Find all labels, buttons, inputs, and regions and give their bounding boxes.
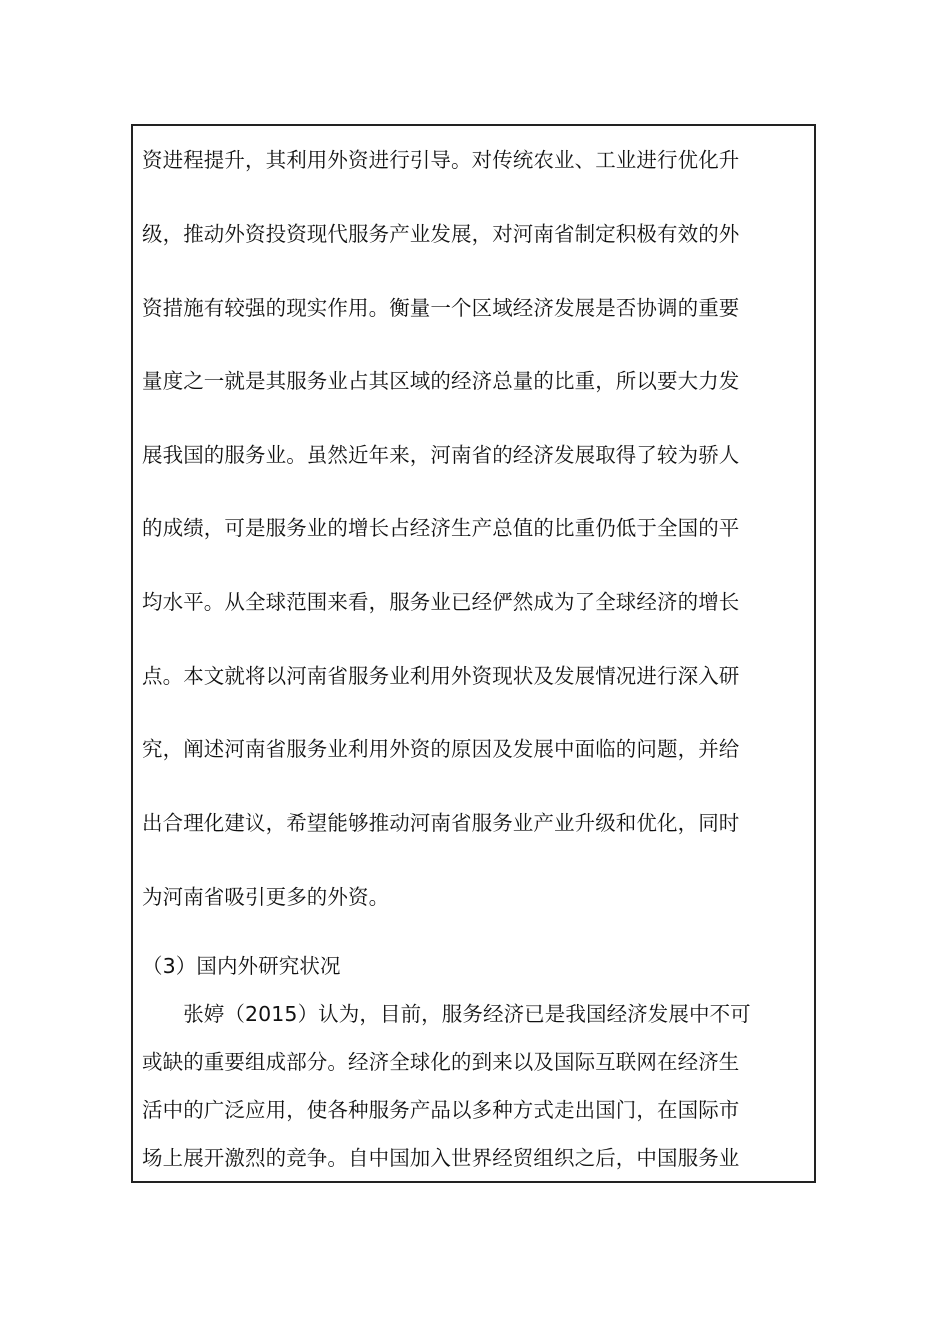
section-heading: （3）国内外研究状况 <box>142 954 341 978</box>
paragraph-1-line-7: 均水平。从全球范围来看，服务业已经俨然成为了全球经济的增长 <box>142 590 740 614</box>
paragraph-1-line-2: 级，推动外资投资现代服务产业发展，对河南省制定积极有效的外 <box>142 222 740 246</box>
paragraph-1-line-11: 为河南省吸引更多的外资。 <box>142 885 390 909</box>
paragraph-2-line-2: 或缺的重要组成部分。经济全球化的到来以及国际互联网在经济生 <box>142 1050 740 1074</box>
paragraph-1-line-5: 展我国的服务业。虽然近年来，河南省的经济发展取得了较为骄人 <box>142 443 740 467</box>
paragraph-2-line-3: 活中的广泛应用，使各种服务产品以多种方式走出国门，在国际市 <box>142 1098 740 1122</box>
paragraph-1-line-6: 的成绩，可是服务业的增长占经济生产总值的比重仍低于全国的平 <box>142 516 740 540</box>
paragraph-1-line-4: 量度之一就是其服务业占其区域的经济总量的比重，所以要大力发 <box>142 369 740 393</box>
paragraph-2-line-1: 张婷（2015）认为，目前，服务经济已是我国经济发展中不可 <box>142 1002 751 1026</box>
paragraph-1-line-9: 究，阐述河南省服务业利用外资的原因及发展中面临的问题，并给 <box>142 737 740 761</box>
paragraph-2-line-4: 场上展开激烈的竞争。自中国加入世界经贸组织之后，中国服务业 <box>142 1146 740 1170</box>
paragraph-1-line-10: 出合理化建议，希望能够推动河南省服务业产业升级和优化，同时 <box>142 811 740 835</box>
paragraph-1-line-8: 点。本文就将以河南省服务业利用外资现状及发展情况进行深入研 <box>142 664 740 688</box>
paragraph-1-line-3: 资措施有较强的现实作用。衡量一个区域经济发展是否协调的重要 <box>142 296 740 320</box>
paragraph-1-line-1: 资进程提升，其利用外资进行引导。对传统农业、工业进行优化升 <box>142 148 740 172</box>
